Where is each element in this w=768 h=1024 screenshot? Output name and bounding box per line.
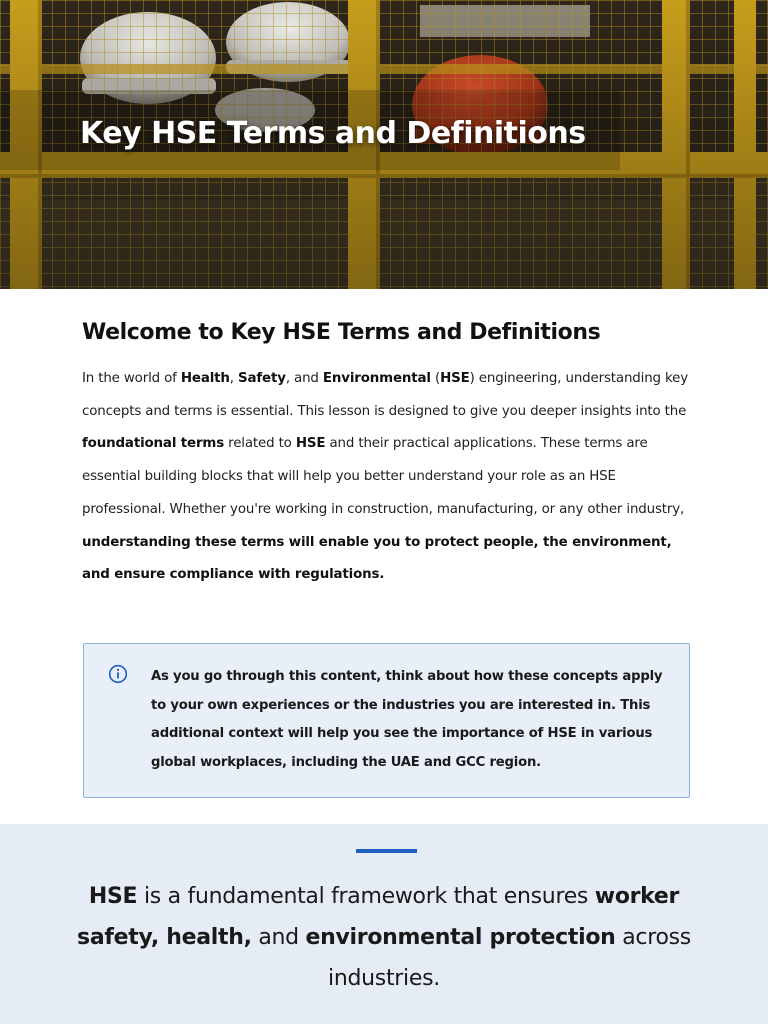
welcome-run: , [229, 371, 238, 386]
welcome-run: , and [285, 371, 323, 386]
summary-run: and [251, 925, 306, 950]
summary-run: environmental protection [305, 925, 616, 950]
accent-divider [356, 849, 417, 853]
welcome-heading: Welcome to Key HSE Terms and Definitions [82, 320, 601, 345]
welcome-run: Environmental [322, 371, 431, 386]
hero-banner [0, 0, 768, 289]
welcome-run: understanding these terms will enable you to protect people, the environment, and ensure compliance with regulations. [82, 534, 672, 583]
welcome-run: In the world of [82, 371, 181, 386]
summary-run: worker safety, health, [77, 884, 680, 950]
welcome-run: Health [180, 371, 230, 386]
welcome-run: ) engineering, understanding key concepts and terms is essential. This lesson is designed to give you deeper insights into the [82, 371, 688, 419]
summary-band [0, 824, 768, 1024]
welcome-run: related to [224, 436, 296, 452]
page-title: Key HSE Terms and Definitions [80, 116, 586, 151]
summary-run: across industries. [328, 925, 691, 991]
summary-run: HSE [88, 884, 138, 909]
summary-run: is a fundamental framework that ensures [137, 884, 595, 909]
callout-text: As you go through this content, think about how these concepts apply to your own experiences or the industries you are interested in. This additional context will help you see the importance of HSE in various global workplaces, including the UAE and GCC region. [151, 669, 663, 770]
info-icon [108, 664, 128, 684]
welcome-run: and their practical applications. These terms are essential building blocks that will help you better understand your role as an HSE professional. Whether you're working in construction, manufacturing, or any other industry, [82, 436, 685, 517]
welcome-run: HSE [295, 436, 326, 452]
welcome-run: HSE [440, 371, 470, 386]
welcome-run: Safety [238, 371, 286, 386]
welcome-paragraph [82, 363, 694, 592]
welcome-run: foundational terms [82, 436, 225, 452]
info-callout [83, 643, 690, 798]
welcome-run: ( [430, 371, 441, 386]
welcome-section [82, 320, 694, 592]
summary-statement [64, 876, 704, 999]
